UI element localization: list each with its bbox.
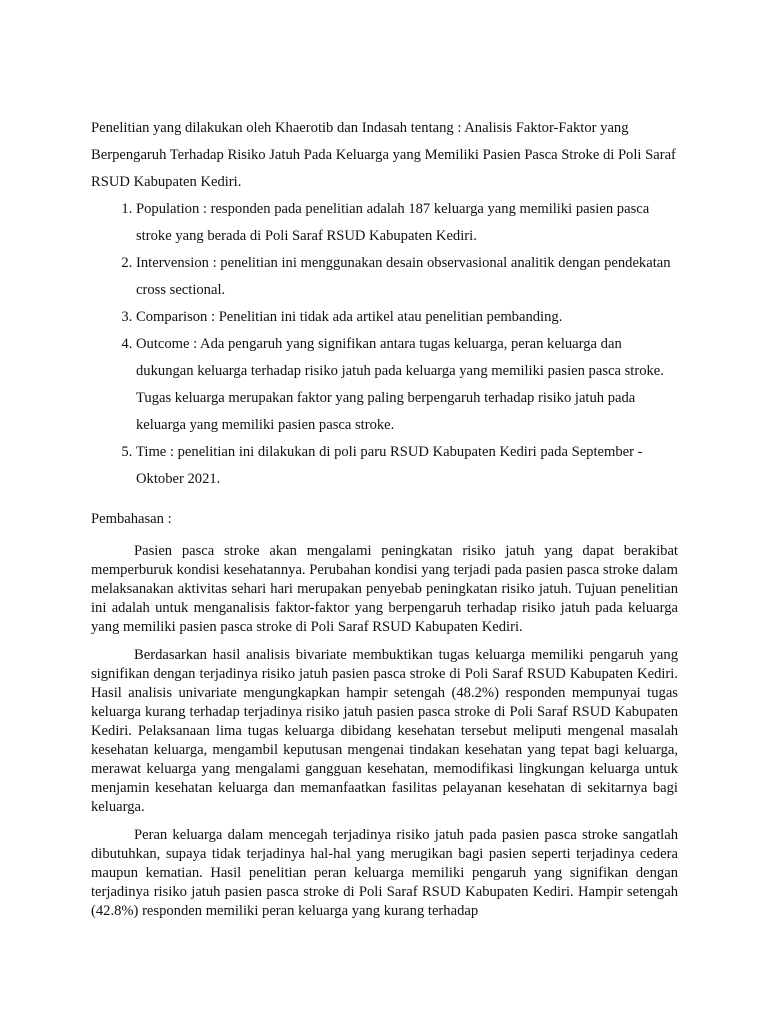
list-item-time: 5. Time : penelitian ini dilakukan di poli paru RSUD Kabupaten Kediri pada September - Oktober 2021. (136, 439, 678, 493)
body-paragraph-2: Berdasarkan hasil analisis bivariate membuktikan tugas keluarga memiliki pengaruh yang signifikan dengan terjadinya risiko jatuh pasien pasca stroke di Poli Saraf RSUD Kabupaten Kediri. Hasil analisis univariate mengungkapkan hampir setengah (48.2%) responden mempunyai tugas keluarga kurang terhadap terjadinya risiko jatuh pasien pasca stroke di Poli Saraf RSUD Kabupaten Kediri. Pelaksanaan lima tugas keluarga dibidang kesehatan tersebut meliputi mengenal masalah kesehatan keluarga, mengambil keputusan mengenai tindakan kesehatan yang tepat bagi keluarga, merawat keluarga yang mengalami gangguan kesehatan, memodifikasi lingkungan keluarga untuk menjamin kesehatan keluarga dan memanfaatkan fasilitas pelayanan kesehatan di sekitarnya bagi keluarga. (91, 647, 678, 815)
pico-list (91, 196, 678, 493)
document-body (91, 115, 678, 921)
body-paragraph-3: Peran keluarga dalam mencegah terjadinya risiko jatuh pada pasien pasca stroke sangatlah dibutuhkan, supaya tidak terjadinya hal-hal yang merugikan bagi pasien seperti terjadinya cedera maupun kematian. Hasil penelitian peran keluarga memiliki pengaruh yang signifikan dengan terjadinya risiko jatuh pasien pasca stroke di Poli Saraf RSUD Kabupaten Kediri. Hampir setengah (42.8%) responden memiliki peran keluarga yang kurang terhadap (91, 827, 678, 919)
section-heading: Pembahasan : (91, 511, 172, 527)
list-item-intervension: 2. Intervension : penelitian ini menggunakan desain observasional analitik dengan pendekatan cross sectional. (136, 250, 678, 304)
list-item-comparison: 3. Comparison : Penelitian ini tidak ada artikel atau penelitian pembanding. (136, 304, 678, 331)
body-paragraph-1: Pasien pasca stroke akan mengalami peningkatan risiko jatuh yang dapat berakibat memperburuk kondisi kesehatannya. Perubahan kondisi yang terjadi pada pasien pasca stroke dalam melaksanakan aktivitas sehari hari merupakan penyebab peningkatan risiko jatuh. Tujuan penelitian ini adalah untuk menganalisis faktor-faktor yang berpengaruh terhadap risiko jatuh pada keluarga yang memiliki pasien pasca stroke di Poli Saraf RSUD Kabupaten Kediri. (91, 543, 678, 635)
list-item-outcome: 4. Outcome : Ada pengaruh yang signifikan antara tugas keluarga, peran keluarga dan dukungan keluarga terhadap risiko jatuh pada keluarga yang memiliki pasien pasca stroke. Tugas keluarga merupakan faktor yang paling berpengaruh terhadap risiko jatuh pada keluarga yang memiliki pasien pasca stroke. (136, 331, 678, 439)
list-item-population: 1. Population : responden pada penelitian adalah 187 keluarga yang memiliki pasien pasca stroke yang berada di Poli Saraf RSUD Kabupaten Kediri. (136, 196, 678, 250)
intro-paragraph: Penelitian yang dilakukan oleh Khaerotib dan Indasah tentang : Analisis Faktor-Faktor yang Berpengaruh Terhadap Risiko Jatuh Pada Keluarga yang Memiliki Pasien Pasca Stroke di Poli Saraf RSUD Kabupaten Kediri. (91, 120, 676, 190)
